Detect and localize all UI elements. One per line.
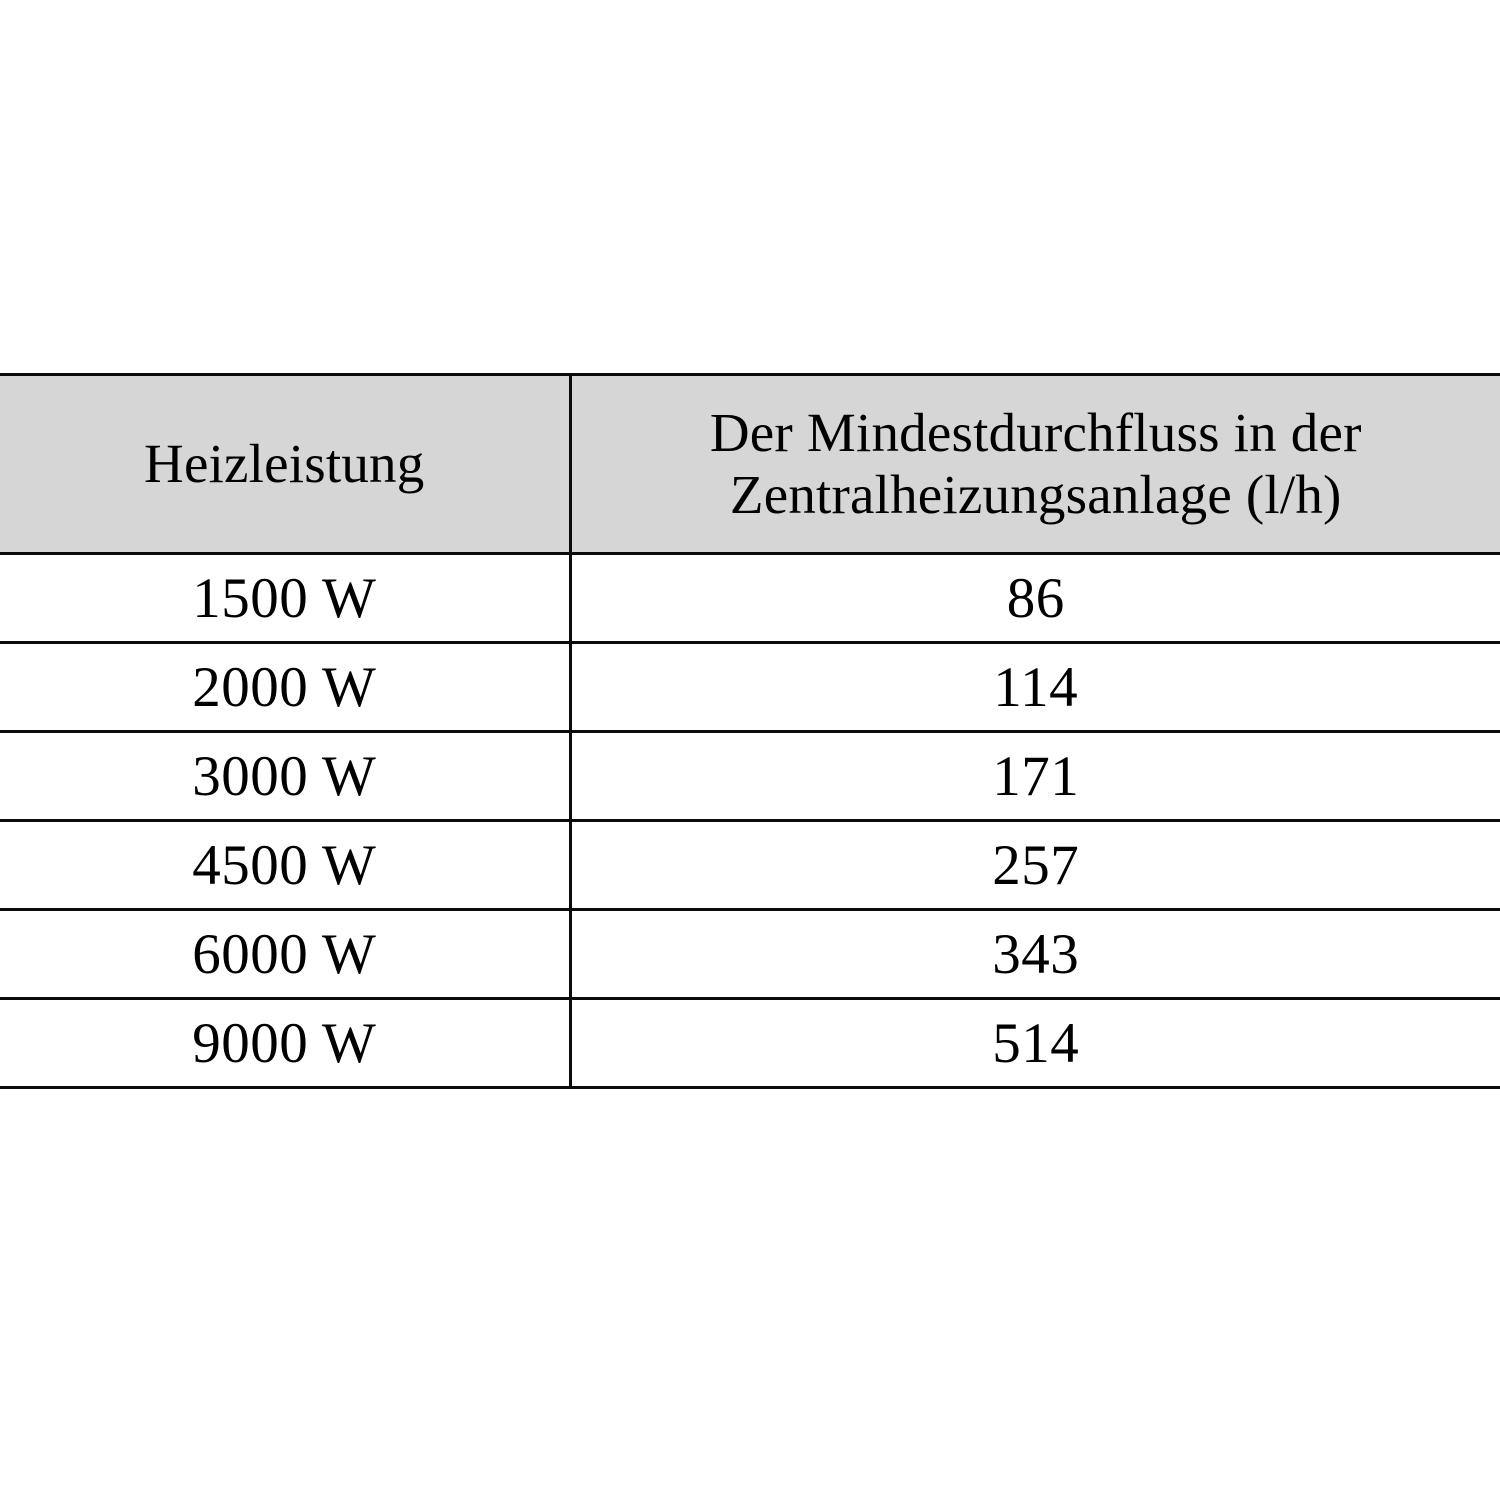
column-header-heating-power: Heizleistung <box>0 375 570 554</box>
cell-minimum-flow: 171 <box>570 732 1500 821</box>
cell-heating-power: 3000 W <box>0 732 570 821</box>
cell-minimum-flow: 514 <box>570 999 1500 1088</box>
column-header-minimum-flow-line1: Der Mindestdurchfluss in der <box>709 402 1362 464</box>
table-row <box>0 821 1500 910</box>
table-row <box>0 732 1500 821</box>
spec-table-container <box>0 373 1500 1089</box>
table-row <box>0 554 1500 643</box>
table-header-row <box>0 375 1500 554</box>
cell-minimum-flow: 343 <box>570 910 1500 999</box>
cell-minimum-flow: 86 <box>570 554 1500 643</box>
cell-heating-power: 2000 W <box>0 643 570 732</box>
table-body <box>0 554 1500 1088</box>
cell-minimum-flow: 114 <box>570 643 1500 732</box>
heating-flow-table <box>0 373 1500 1089</box>
cell-heating-power: 4500 W <box>0 821 570 910</box>
table-header <box>0 375 1500 554</box>
cell-heating-power: 9000 W <box>0 999 570 1088</box>
cell-heating-power: 1500 W <box>0 554 570 643</box>
column-header-minimum-flow-line2: Zentralheizungsanlage (l/h) <box>729 464 1342 525</box>
table-row <box>0 999 1500 1088</box>
cell-minimum-flow: 257 <box>570 821 1500 910</box>
table-row <box>0 643 1500 732</box>
table-row <box>0 910 1500 999</box>
column-header-minimum-flow <box>570 375 1500 554</box>
cell-heating-power: 6000 W <box>0 910 570 999</box>
